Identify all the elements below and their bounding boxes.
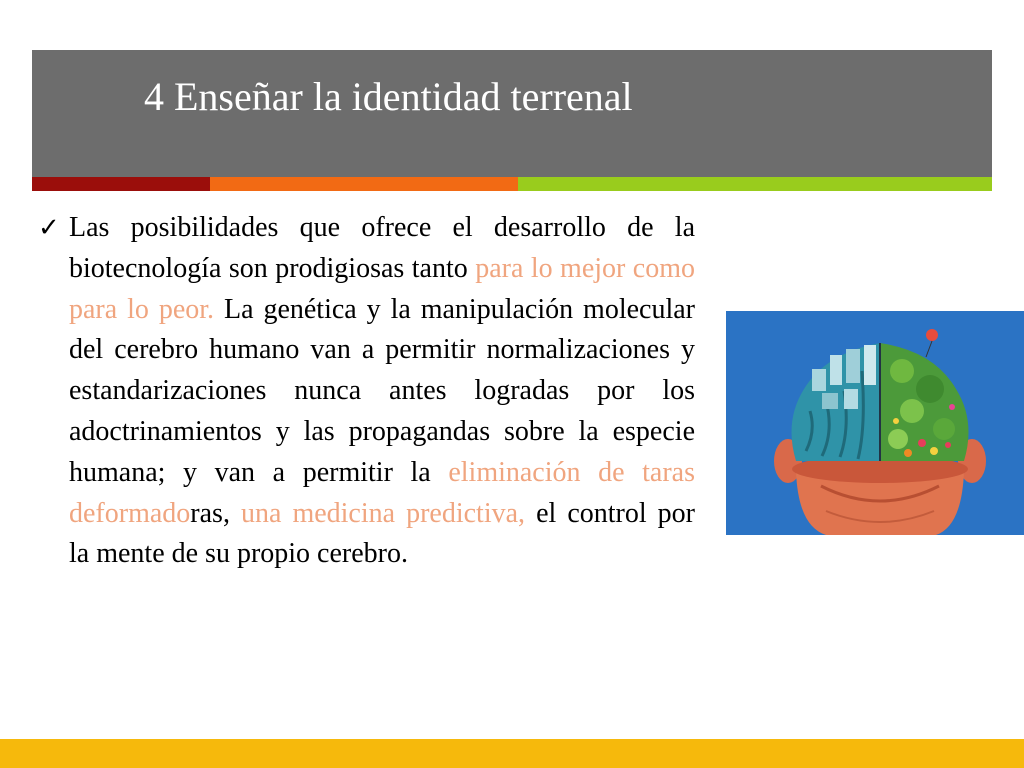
text-run: el control por la mente de su propio cerebro. (69, 497, 695, 570)
highlight-run: una medicina predictiva, (240, 497, 526, 529)
accent-strip (32, 177, 992, 191)
text-run: Las posibilidades que ofrece el desarrollo de la biotecnología son prodigiosas tanto (69, 212, 695, 284)
brain-head-image (726, 311, 1024, 535)
highlight-run: para lo mejor como para lo peor. (69, 252, 696, 325)
footer-bar (0, 739, 1024, 768)
accent-strip-green (518, 177, 992, 191)
checkmark-icon: ✓ (38, 213, 60, 243)
accent-strip-orange (210, 177, 518, 191)
text-run: La genética y la manipulación molecular del cerebro humano van a permitir normalizaciones y estandarizaciones nunca antes logradas por los adoctrinamientos y las propagandas sobre la especie humana; y van a permitir la (69, 293, 696, 488)
text-run: ras, (190, 497, 241, 529)
highlight-run: eliminación de taras deformado (69, 456, 696, 529)
accent-strip-red (32, 177, 210, 191)
slide-title: 4 Enseñar la identidad terrenal (144, 74, 633, 119)
bullet-paragraph (69, 208, 695, 575)
title-bar (32, 50, 992, 177)
brain-illustration (726, 311, 1024, 535)
